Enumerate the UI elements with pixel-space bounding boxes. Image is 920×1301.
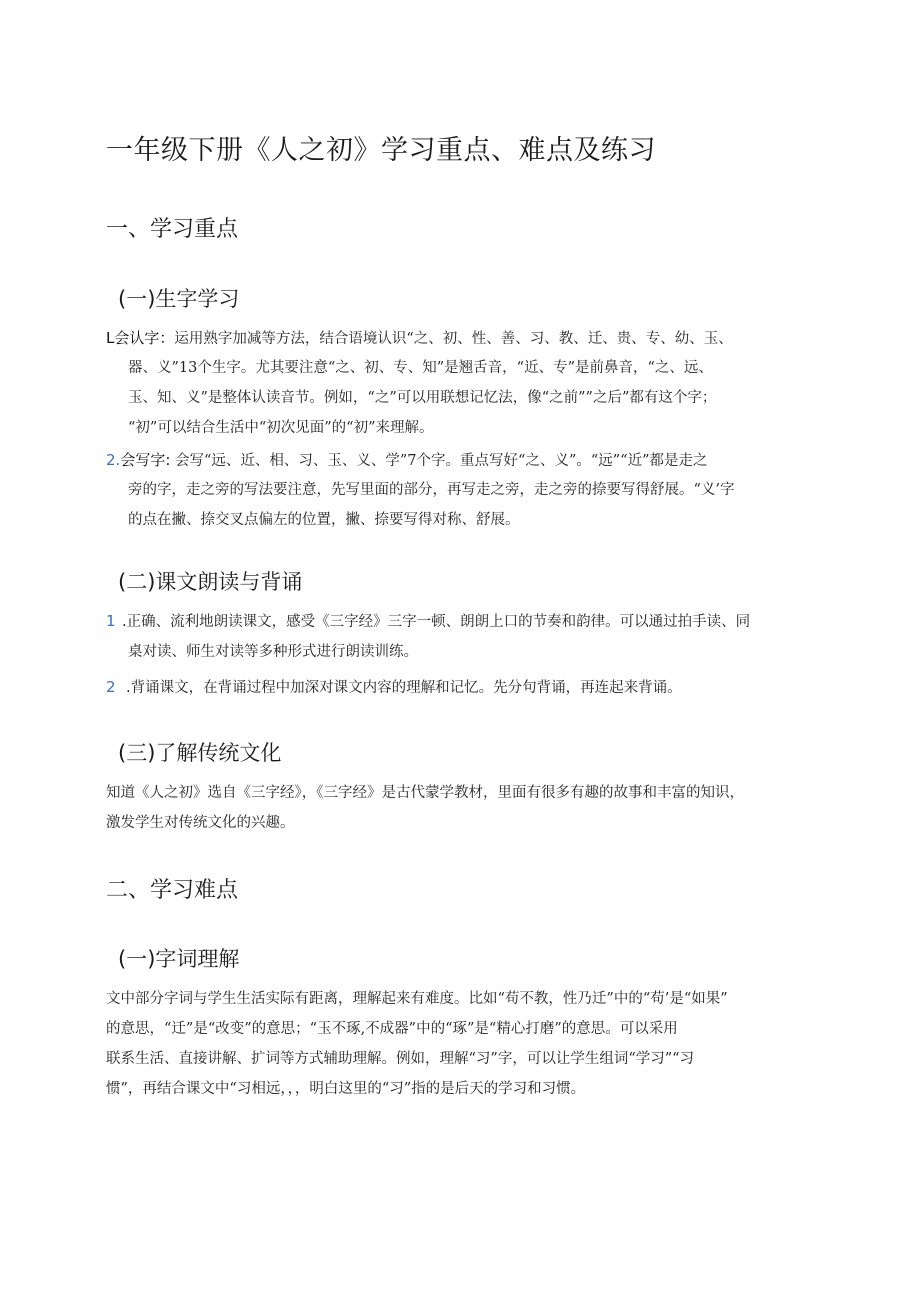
item-label: 会写字: [120,451,171,469]
item-line: 玉、知、义”是整体认读音节。例如，“之”可以用联想记忆法，像“之前””之后”都有这个字； [128,390,717,406]
item-line [106,445,708,476]
list-item-recognize [106,323,733,354]
document-title: 一年级下册《人之初》学习重点、难点及练习 [106,135,656,166]
item-line: 桌对读、师生对读等多种形式进行朗读训练。 [128,644,418,660]
list-item-write [106,445,708,476]
section-heading-key-points: 一、学习重点 [106,217,239,242]
item-line [106,323,733,354]
subheading-vocabulary: (一)字词理解 [118,947,240,971]
list-item-write-continued [128,475,735,535]
item-text: 运用熟字加减等方法，结合语境认识“之、初、性、善、习、教、迁、贵、专、幼、玉、 [174,331,733,347]
list-item-read-aloud-continued [128,637,418,667]
paragraph-line: 激发学生对传统文化的兴趣。 [106,815,295,831]
section-heading-difficulties: 二、学习难点 [106,878,239,903]
item-line: 的点在撇、捺交叉点偏左的位置，撇、捺要写得对称、舒展。 [128,512,520,528]
subheading-characters: (一)生字学习 [118,287,240,311]
list-item-recognize-continued [128,353,716,443]
paragraph-vocabulary [106,984,728,1104]
item-number: 2 [106,678,116,696]
item-label: L会认字： [106,329,175,347]
item-line: .背诵课文，在背诵过程中加深对课文内容的理解和记忆。先分句背诵，再连起来背诵。 [126,680,682,696]
list-item-recite [126,673,682,703]
subheading-culture: (三)了解传统文化 [118,741,282,765]
paragraph-line: 联系生活、直接讲解、扩词等方式辅助理解。例如，理解“习”字，可以让学生组词“学习”“习 [106,1051,695,1067]
paragraph-line: 知道《人之初》选自《三字经》，《三字经》是古代蒙学教材，里面有很多有趣的故事和丰富的知识， [106,785,744,801]
paragraph-culture [106,778,744,838]
item-number: 1 [106,612,116,630]
item-text: 会写“远、近、相、习、玉、义、学”7个字。重点写好“之、义”。“远”“近”都是走之 [174,453,708,469]
subheading-reading: (二)课文朗读与背诵 [118,570,303,594]
item-line: 器、义”13个生字。尤其要注意“之、初、专、知”是翘舌音，“近、专”是前鼻音，“之、远、 [128,360,713,376]
item-line: “初”可以结合生活中“初次见面”的“初”来理解。 [128,420,434,436]
item-line: .正确、流利地朗读课文，感受《三字经》三字一顿、朗朗上口的节奏和韵律。可以通过拍手读、同 [122,614,751,630]
list-item-read-aloud [122,607,750,637]
paragraph-line: 文中部分字词与学生生活实际有距离，理解起来有难度。比如“苟不教，性乃迁”中的“苟’是“如果” [106,991,728,1007]
item-line: 旁的字，走之旁的写法要注意，先写里面的部分，再写走之旁，走之旁的捺要写得舒展。“义’字 [128,482,735,498]
item-number: 2. [106,451,121,469]
paragraph-line: 惯”，再结合课文中“习相远，，，明白这里的“习”指的是后天的学习和习惯。 [106,1081,586,1097]
paragraph-line: 的意思，“迁”是“改变”的意思；“玉不琢,不成器”中的“琢”是“精心打磨”的意思。可以采用 [106,1021,678,1037]
